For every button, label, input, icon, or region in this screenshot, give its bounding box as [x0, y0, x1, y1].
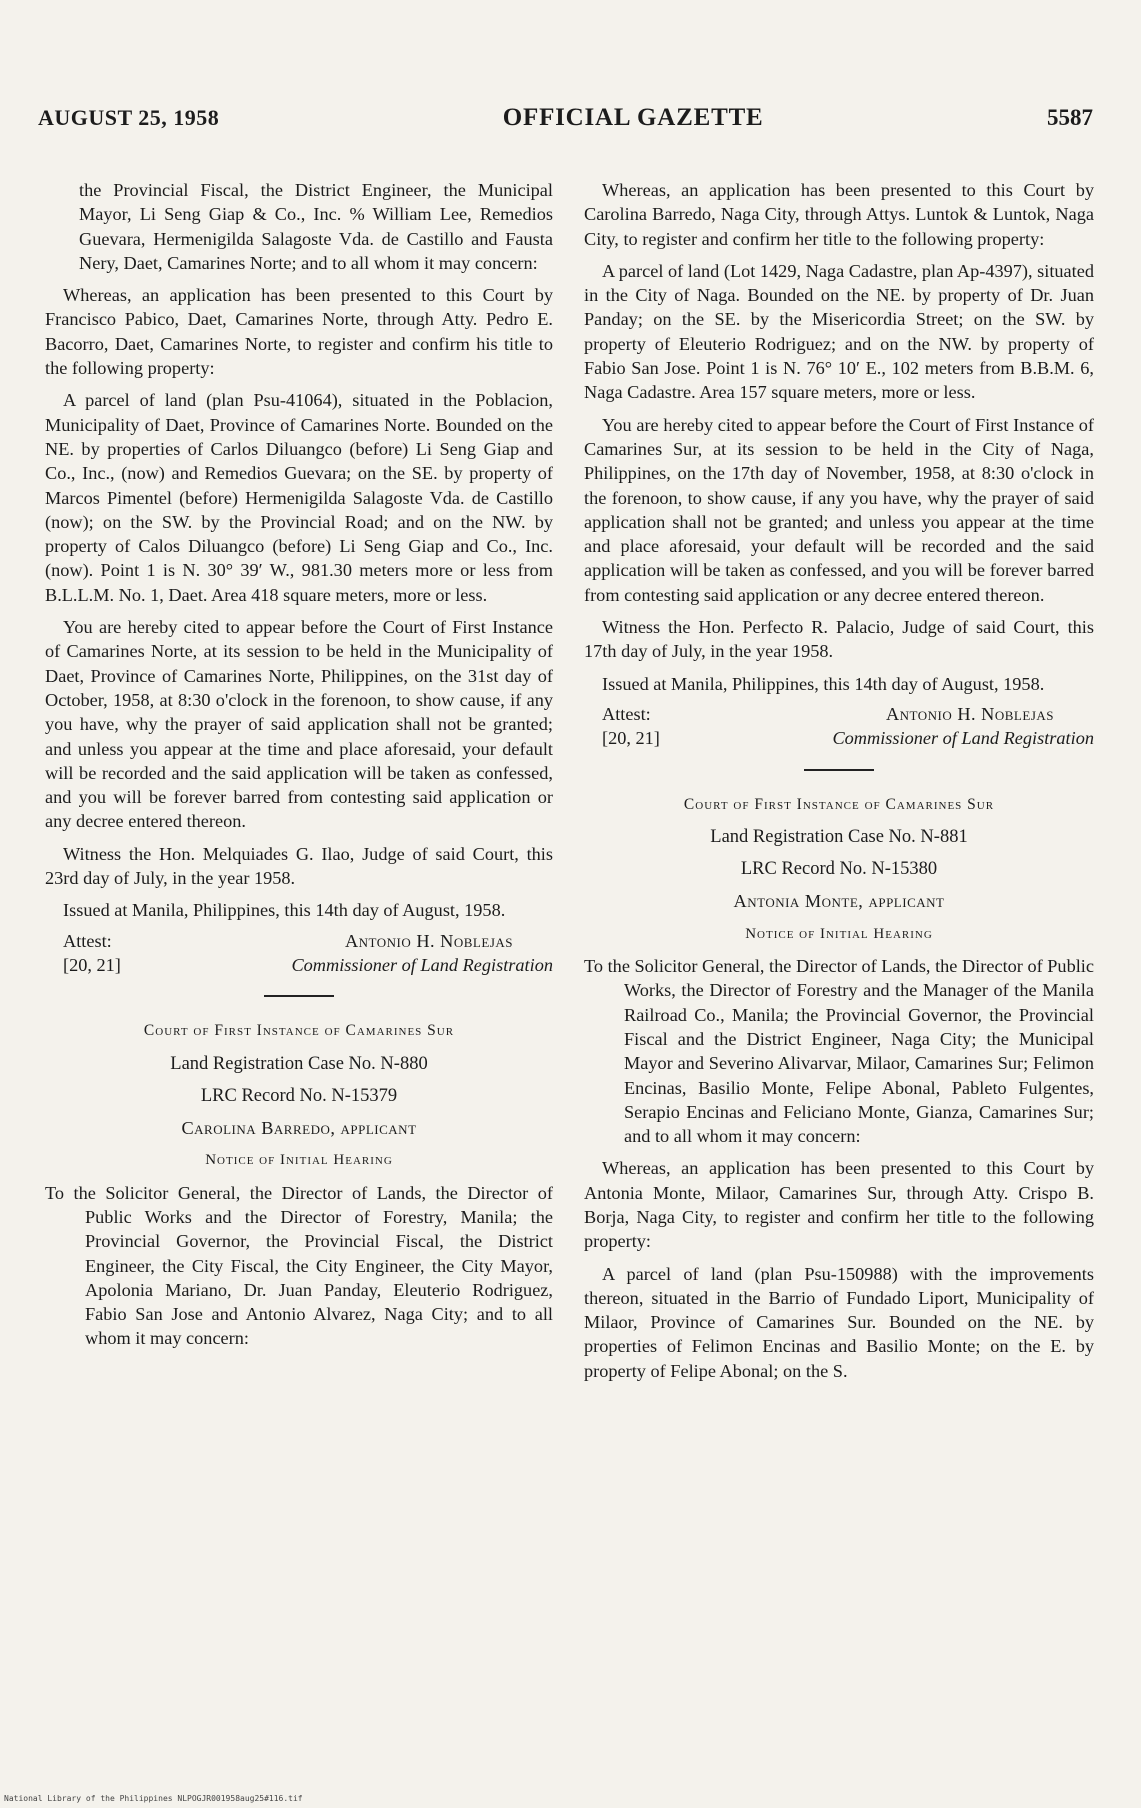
attest-signature-row	[45, 953, 553, 977]
applicant-name: Carolina Barredo, applicant	[181, 1118, 417, 1139]
attest-block	[45, 929, 553, 953]
whereas-paragraph: Whereas, an application has been presented to this Court by Carolina Barredo, Naga City, through Attys. Luntok & Luntok, Naga City, to register and confirm her title to the following property:	[584, 180, 1094, 249]
issued-paragraph: Issued at Manila, Philippines, this 14th day of August, 1958.	[63, 900, 506, 921]
witness-paragraph: Witness the Hon. Melquiades G. Ilao, Judge of said Court, this 23rd day of July, in the year 1958.	[45, 843, 553, 889]
parcel-description-second: A parcel of land (plan Psu-150988) with the improvements thereon, situated in the Barrio of Fundado Liport, Municipality of Milaor, Province of Camarines Sur. Bounded on the NE. by properties of Felimon Encinas and Basilio Monte; on the E. by property of Felipe Abonal; on the S.	[584, 1263, 1094, 1381]
citation-paragraph: You are hereby cited to appear before the Court of First Instance of Camarines Sur, at its session to be held in the City of Naga, Philippines, on the 17th day of November, 1958, at 8:30 o'clock in the forenoon, to show cause, if any you have, why the prayer of said application shall not be granted; and unless you appear at the time and place aforesaid, your default will be recorded and the said application will be taken as confessed, and you will be forever barred from contesting said application or any decree entered thereon.	[584, 414, 1094, 605]
section-divider	[264, 995, 334, 997]
parcel-description: A parcel of land (plan Psu-41064), situated in the Poblacion, Municipality of Daet, Province of Camarines Norte. Bounded on the NE. by properties of Carlos Diluangco (before) Li Seng Giap and Co., Inc., (now) and Remedios Guevara; on the SE. by property of Marcos Pimentel (before) Hermenigilda Salagoste Vda. de Castillo (now); on the SW. by the Provincial Road; and on the NW. by property of Calos Diluangco (before) Li Seng Giap and Co., Inc. (now). Point 1 is N. 30° 39′ W., 981.30 meters more or less from B.L.L.M. No. 1, Daet. Area 418 square meters, more or less.	[45, 390, 553, 605]
publication-title: OFFICIAL GAZETTE	[502, 104, 764, 131]
notice-heading: Notice of Initial Hearing	[745, 925, 933, 942]
scan-footer: National Library of the Philippines NLPOGJR001958aug25#116.tif	[4, 1794, 303, 1803]
addressees-paragraph: To the Solicitor General, the Director of Lands, the Director of Public Works and the Director of Forestry, Manila; the Provincial Governor, the Provincial Fiscal, the District Engineer, the City Fiscal, the City Engineer, the City Mayor, Apolonia Mariano, Dr. Juan Panday, Eleuterio Rodriguez, Fabio San Jose and Antonio Alvarez, Naga City; and to all whom it may concern:	[45, 1182, 553, 1349]
right-column	[584, 178, 1094, 1718]
whereas-paragraph: Whereas, an application has been presented to this Court by Francisco Pabico, Daet, Camarines Norte, through Atty. Pedro E. Bacorro, Daet, Camarines Norte, to register and confirm his title to the following property:	[45, 285, 553, 379]
attest-signature-row	[584, 726, 1094, 750]
left-column	[45, 178, 553, 1718]
attest-reference: [20, 21]	[602, 728, 660, 749]
court-heading: Court of First Instance of Camarines Sur	[683, 795, 995, 813]
citation-paragraph: You are hereby cited to appear before the Court of First Instance of Camarines Norte, at its session to be held in the Municipality of Daet, Province of Camarines Norte, Philippines, on the 31st day of October, 1958, at 8:30 o'clock in the forenoon, to show cause, if any you have, why the prayer of said application shall not be granted; and unless you appear at the time and place aforesaid, your default will be recorded and the said application will be taken as confessed, and you will be forever barred from contesting said application or any decree entered thereon.	[45, 617, 553, 832]
witness-paragraph: Witness the Hon. Perfecto R. Palacio, Judge of said Court, this 17th day of July, in the year 1958.	[584, 617, 1094, 662]
attest-name: Antonio H. Noblejas	[885, 703, 1054, 724]
attest-label: Attest:	[602, 703, 651, 724]
page-header	[38, 104, 1093, 144]
applicant-name: Antonia Monte, applicant	[733, 891, 945, 912]
court-heading: Court of First Instance of Camarines Sur	[143, 1022, 455, 1040]
section-divider	[804, 769, 874, 771]
whereas-paragraph-second: Whereas, an application has been presented to this Court by Antonia Monte, Milaor, Camarines Sur, through Atty. Crispo B. Borja, Naga City, to register and confirm her title to the following property:	[584, 1158, 1094, 1252]
lrc-record-number: LRC Record No. N-15380	[740, 859, 938, 880]
parcel-description: A parcel of land (Lot 1429, Naga Cadastre, plan Ap-4397), situated in the City of Naga. Bounded on the NE. by property of Dr. Juan Panday; on the SE. by the Misericordia Street; on the SW. by property of Eleuterio Rodriguez; and on the NW. by property of Fabio San Jose. Point 1 is N. 76° 10′ E., 102 meters from B.B.M. 6, Naga Cadastre. Area 157 square meters, more or less.	[584, 260, 1094, 403]
attest-role: Commissioner of Land Registration	[832, 728, 1094, 749]
attest-block	[584, 702, 1094, 726]
addressees-paragraph: To the Solicitor General, the Director of Lands, the Director of Public Works, the Director of Forestry and the Manager of the Manila Railroad Co., Manila; the Provincial Governor, the Provincial Fiscal and the District Engineer, Naga City; the Municipal Mayor and Severino Alivarvar, Milaor, Camarines Sur; Felimon Encinas, Basilio Monte, Felipe Abonal, Pableto Fulgentes, Serapio Encinas and Feliciano Monte, Gianza, Camarines Sur; and to all whom it may concern:	[584, 956, 1094, 1147]
attest-name: Antonio H. Noblejas	[344, 930, 513, 951]
attest-label: Attest:	[63, 930, 112, 951]
lrc-record-number: LRC Record No. N-15379	[200, 1085, 398, 1106]
notice-heading: Notice of Initial Hearing	[205, 1152, 393, 1169]
issued-paragraph: Issued at Manila, Philippines, this 14th day of August, 1958.	[602, 673, 1045, 694]
case-number: Land Registration Case No. N-881	[710, 826, 968, 847]
issue-date: AUGUST 25, 1958	[38, 105, 220, 130]
addressees-continued: the Provincial Fiscal, the District Engineer, the Municipal Mayor, Li Seng Giap & Co., Inc. % William Lee, Remedios Guevara, Hermenigilda Salagoste Vda. de Castillo and Fausta Nery, Daet, Camarines Norte; and to all whom it may concern:	[79, 180, 553, 273]
case-number: Land Registration Case No. N-880	[170, 1053, 428, 1074]
attest-role: Commissioner of Land Registration	[291, 954, 553, 975]
attest-reference: [20, 21]	[63, 954, 121, 975]
page-number: 5587	[1046, 105, 1093, 130]
